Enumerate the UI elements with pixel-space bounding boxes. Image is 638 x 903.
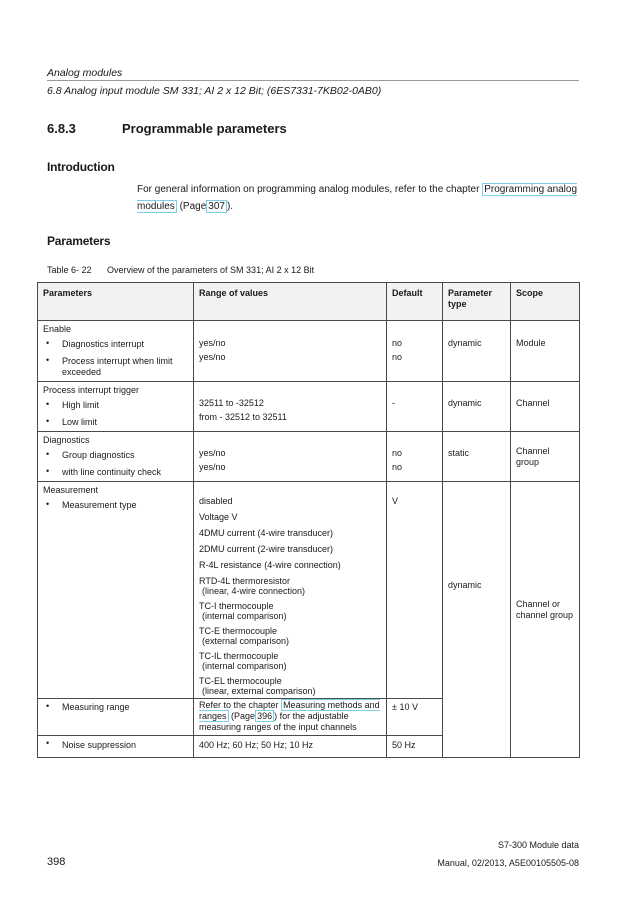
noise-default: 50 Hz (392, 740, 416, 750)
measurement-title: Measurement (43, 485, 99, 495)
running-header-chapter: Analog modules (47, 67, 123, 79)
measurement-type-value (199, 648, 381, 673)
value-line: (internal comparison) (202, 661, 287, 671)
trigger-range-1: 32511 to -32512 (199, 398, 264, 408)
programming-analog-modules-link[interactable]: Programming analog modules (137, 184, 578, 212)
diagnostics-range-2: yes/no (199, 462, 226, 472)
table-row-measurement-type (38, 482, 580, 699)
enable-range-1: yes/no (199, 338, 226, 348)
intro-text-mid: (Page (179, 201, 207, 212)
measurement-type-default: V (392, 496, 399, 506)
parameters-table (37, 282, 580, 758)
measurement-type-value (199, 623, 381, 648)
page-396-link[interactable]: 396 (257, 711, 273, 721)
intro-text-before: For general information on programming analog modules, refer to the chapter (137, 184, 480, 195)
measurement-scope: Channel or channel group (516, 598, 574, 620)
measurement-type-value (199, 573, 381, 598)
list-item: • Measurement type (43, 497, 188, 514)
introduction-text (137, 181, 579, 215)
range-text-3: ) for the adjustable measuring ranges of the input channels (199, 711, 357, 732)
value-line: TC-IL thermocouple (199, 651, 279, 661)
list-item: • High limit (43, 397, 188, 414)
noise-values: 400 Hz; 60 Hz; 50 Hz; 10 Hz (199, 740, 314, 750)
measurement-type-value (199, 598, 381, 623)
list-item: • Process interrupt when limit exceeded (43, 353, 188, 381)
diagnostics-default-1: no (392, 448, 403, 458)
table-caption-id: Table 6- 22 (47, 265, 92, 275)
introduction-heading: Introduction (47, 160, 115, 174)
list-item: • Noise suppression (43, 736, 188, 757)
page-307-link[interactable]: 307 (208, 201, 225, 212)
range-text-1: Refer to the chapter (199, 700, 279, 710)
value-line: (linear, 4-wire connection) (202, 586, 306, 596)
measurement-param-type: dynamic (448, 579, 482, 590)
diagnostics-range-1: yes/no (199, 448, 226, 458)
list-item: • Diagnostics interrupt (43, 336, 188, 353)
value-line: (linear, external comparison) (202, 686, 316, 696)
list-item: • Measuring range (43, 699, 188, 716)
enable-default-1: no (392, 338, 403, 348)
trigger-type: dynamic (448, 398, 482, 408)
measurement-type-value (199, 673, 381, 698)
page-number: 398 (47, 856, 66, 868)
header-parameter-type: Parameter type (443, 283, 511, 321)
footer-document-title: S7-300 Module data (497, 840, 579, 850)
value-line: TC-EL thermocouple (199, 676, 282, 686)
diagnostics-title: Diagnostics (43, 435, 90, 445)
measurement-type-value: disabled (199, 496, 233, 506)
header-parameters: Parameters (38, 283, 194, 321)
running-header-section: 6.8 Analog input module SM 331; AI 2 x 12 Bit; (6ES7331-7KB02-0AB0) (47, 85, 382, 97)
measurement-type-value: 2DMU current (2-wire transducer) (199, 544, 334, 554)
range-text-2: (Page (231, 711, 256, 721)
section-number: 6.8.3 (47, 121, 76, 136)
table-row-diagnostics (38, 432, 580, 482)
diagnostics-type: static (448, 448, 470, 458)
measurement-type-value: 4DMU current (4-wire transducer) (199, 528, 334, 538)
trigger-title: Process interrupt trigger (43, 385, 140, 395)
table-row-enable (38, 321, 580, 382)
header-rule (47, 80, 579, 81)
enable-range-2: yes/no (199, 352, 226, 362)
value-line: TC-E thermocouple (199, 626, 278, 636)
value-line: TC-I thermocouple (199, 601, 274, 611)
table-caption (47, 265, 315, 275)
list-item: • with line continuity check (43, 464, 188, 481)
trigger-default: - (392, 398, 395, 408)
measurement-type-value: Voltage V (199, 512, 238, 522)
enable-params-cell (38, 321, 194, 382)
parameters-heading: Parameters (47, 234, 111, 248)
trigger-range-2: from - 32512 to 32511 (199, 412, 287, 422)
table-caption-text: Overview of the parameters of SM 331; AI 2 x 12 Bit (107, 265, 315, 275)
header-scope: Scope (511, 283, 580, 321)
measuring-range-default: ± 10 V (392, 702, 418, 712)
enable-type: dynamic (448, 338, 482, 348)
intro-text-after: ). (226, 201, 234, 212)
diagnostics-default-2: no (392, 462, 403, 472)
measuring-methods-link[interactable]: Measuring methods and ranges (199, 700, 380, 721)
trigger-scope: Channel (516, 398, 550, 408)
header-default: Default (387, 283, 443, 321)
list-item: • Group diagnostics (43, 447, 188, 464)
footer-manual-id: Manual, 02/2013, A5E00105505-08 (437, 858, 579, 868)
table-header-row (38, 283, 580, 321)
enable-default-2: no (392, 352, 403, 362)
diagnostics-scope: Channel group (516, 446, 550, 467)
enable-title: Enable (43, 324, 72, 334)
value-line: (internal comparison) (202, 611, 287, 621)
table-row-process-interrupt-trigger (38, 382, 580, 432)
section-title: Programmable parameters (122, 121, 287, 136)
measurement-type-value: R-4L resistance (4-wire connection) (199, 560, 341, 570)
value-line: RTD-4L thermoresistor (199, 576, 291, 586)
list-item: • Low limit (43, 414, 188, 431)
enable-scope: Module (516, 338, 546, 348)
header-range-of-values: Range of values (194, 283, 387, 321)
value-line: (external comparison) (202, 636, 290, 646)
